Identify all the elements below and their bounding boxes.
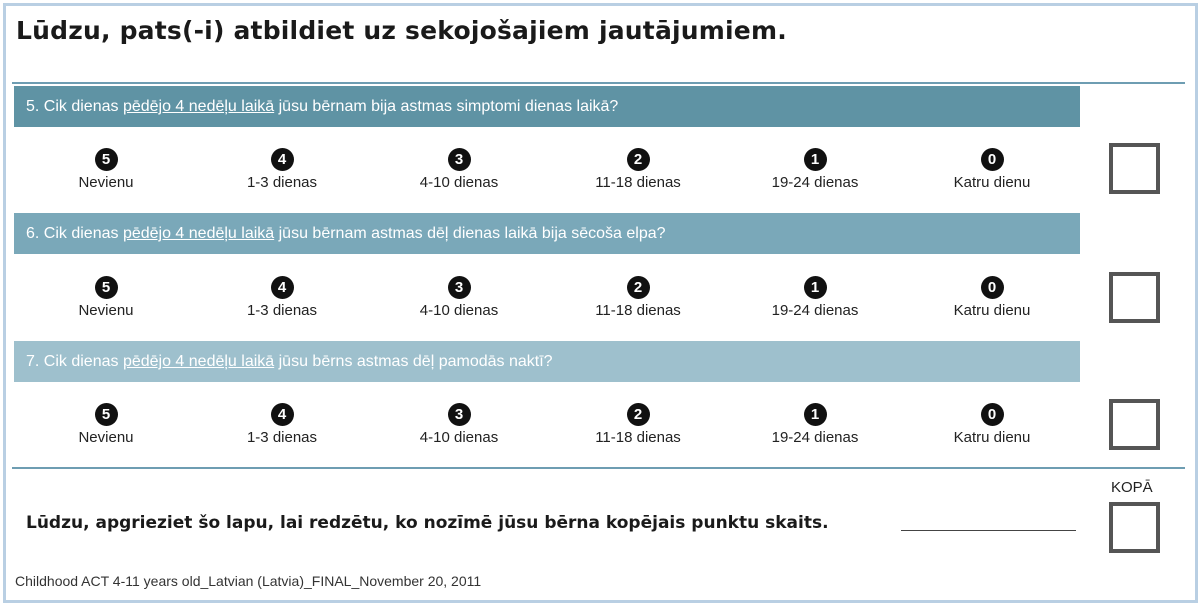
option-score-2[interactable] (568, 403, 708, 446)
score-4-icon: 4 (271, 276, 294, 299)
option-label: Nevienu (78, 174, 134, 191)
option-label: 11-18 dienas (595, 174, 681, 191)
total-score-box[interactable] (1109, 502, 1160, 553)
score-0-icon: 0 (981, 148, 1004, 171)
questionnaire-page (3, 3, 1198, 603)
option-label: Katru dienu (953, 174, 1031, 191)
score-1-icon: 1 (804, 148, 827, 171)
score-3-icon: 3 (448, 148, 471, 171)
option-label: 1-3 dienas (246, 174, 318, 191)
score-4-icon: 4 (271, 148, 294, 171)
option-label: 19-24 dienas (771, 174, 859, 191)
option-label: 19-24 dienas (771, 302, 859, 319)
option-score-4[interactable] (212, 148, 352, 191)
bottom-divider (12, 467, 1185, 469)
option-score-1[interactable] (745, 403, 885, 446)
option-score-3[interactable] (389, 276, 529, 319)
question-5-prefix: 5. Cik dienas (26, 98, 123, 115)
option-label: 11-18 dienas (595, 429, 681, 446)
question-5-suffix: jūsu bērnam bija astmas simptomi dienas laikā? (274, 98, 619, 115)
option-score-5[interactable] (36, 276, 176, 319)
option-score-1[interactable] (745, 276, 885, 319)
score-5-icon: 5 (95, 276, 118, 299)
score-4-icon: 4 (271, 403, 294, 426)
score-2-icon: 2 (627, 276, 650, 299)
option-score-0[interactable] (922, 148, 1062, 191)
option-score-2[interactable] (568, 276, 708, 319)
option-score-2[interactable] (568, 148, 708, 191)
footer-text: Childhood ACT 4-11 years old_Latvian (Latvia)_FINAL_November 20, 2011 (15, 573, 482, 589)
score-5-icon: 5 (95, 403, 118, 426)
option-label: 19-24 dienas (771, 429, 859, 446)
option-score-4[interactable] (212, 276, 352, 319)
option-score-3[interactable] (389, 403, 529, 446)
question-7-score-box[interactable] (1109, 399, 1160, 450)
option-label: Katru dienu (953, 302, 1031, 319)
option-score-3[interactable] (389, 148, 529, 191)
question-6-header (14, 213, 1080, 254)
option-score-4[interactable] (212, 403, 352, 446)
question-6-score-box[interactable] (1109, 272, 1160, 323)
option-label: 11-18 dienas (595, 302, 681, 319)
option-score-5[interactable] (36, 403, 176, 446)
question-7-prefix: 7. Cik dienas (26, 353, 123, 370)
question-5-underlined: pēdējo 4 nedēļu laikā (122, 98, 275, 115)
score-0-icon: 0 (981, 403, 1004, 426)
question-6-prefix: 6. Cik dienas (26, 225, 123, 242)
option-score-1[interactable] (745, 148, 885, 191)
total-answer-line[interactable] (901, 530, 1076, 531)
option-score-0[interactable] (922, 276, 1062, 319)
option-label: 4-10 dienas (419, 302, 499, 319)
option-label: Katru dienu (953, 429, 1031, 446)
option-score-0[interactable] (922, 403, 1062, 446)
score-1-icon: 1 (804, 276, 827, 299)
question-7-header (14, 341, 1080, 382)
question-6-underlined: pēdējo 4 nedēļu laikā (122, 225, 275, 242)
page-title: Lūdzu, pats(-i) atbildiet uz sekojošajiem jautājumiem. (16, 16, 787, 45)
question-7-underlined: pēdējo 4 nedēļu laikā (122, 353, 275, 370)
score-3-icon: 3 (448, 276, 471, 299)
question-7-suffix: jūsu bērns astmas dēļ pamodās naktī? (274, 353, 553, 370)
option-score-5[interactable] (36, 148, 176, 191)
score-2-icon: 2 (627, 148, 650, 171)
score-1-icon: 1 (804, 403, 827, 426)
instruction-text: Lūdzu, apgrieziet šo lapu, lai redzētu, ko nozīmē jūsu bērna kopējais punktu skaits. (26, 513, 829, 533)
score-0-icon: 0 (981, 276, 1004, 299)
total-label: KOPĀ (1111, 479, 1153, 496)
option-label: 4-10 dienas (419, 429, 499, 446)
option-label: Nevienu (78, 302, 134, 319)
top-divider (12, 82, 1185, 84)
option-label: 1-3 dienas (246, 302, 318, 319)
score-5-icon: 5 (95, 148, 118, 171)
option-label: 1-3 dienas (246, 429, 318, 446)
question-6-suffix: jūsu bērnam astmas dēļ dienas laikā bija sēcoša elpa? (274, 225, 666, 242)
question-5-header (14, 86, 1080, 127)
score-2-icon: 2 (627, 403, 650, 426)
score-3-icon: 3 (448, 403, 471, 426)
question-5-score-box[interactable] (1109, 143, 1160, 194)
option-label: 4-10 dienas (419, 174, 499, 191)
option-label: Nevienu (78, 429, 134, 446)
